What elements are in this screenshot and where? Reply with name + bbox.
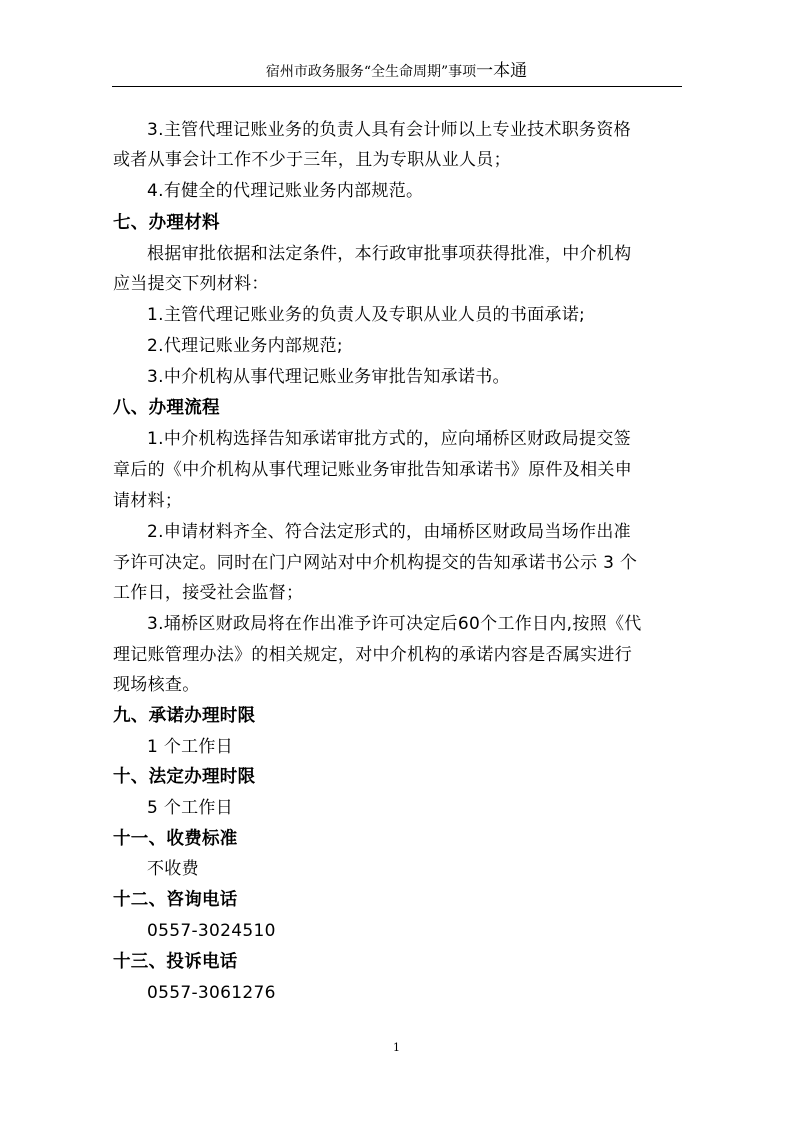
section-heading: 十、法定办理时限 [113, 767, 256, 787]
paragraph-line: 理记账管理办法》的相关规定，对中介机构的承诺内容是否属实进行 [113, 645, 632, 665]
paragraph-line: 4.有健全的代理记账业务内部规范。 [147, 181, 424, 201]
page-number: 1 [393, 1041, 400, 1054]
section-heading: 十三、投诉电话 [113, 952, 238, 972]
paragraph-line: 请材料； [113, 491, 183, 511]
paragraph-line: 不收费 [147, 859, 199, 879]
paragraph-line: 3.埇桥区财政局将在作出准予许可决定后60个工作日内,按照《代 [147, 614, 642, 634]
list-item: 1.主管代理记账业务的负责人及专职从业人员的书面承诺; [147, 305, 586, 325]
paragraph-line: 1.中介机构选择告知承诺审批方式的，应向埇桥区财政局提交签 [147, 429, 631, 449]
paragraph-line: 2.申请材料齐全、符合法定形式的，由埇桥区财政局当场作出准 [147, 522, 631, 542]
list-item: 2.代理记账业务内部规范; [147, 336, 343, 356]
section-heading: 七、办理材料 [113, 213, 220, 233]
paragraph-line: 应当提交下列材料： [113, 274, 269, 294]
section-heading: 八、办理流程 [113, 398, 220, 418]
paragraph-line: 工作日，接受社会监督； [113, 583, 304, 603]
paragraph-line: 3.主管代理记账业务的负责人具有会计师以上专业技术职务资格 [147, 120, 631, 140]
header-title: 宿州市政务服务“全生命周期”事项 [265, 64, 477, 80]
paragraph-line: 5 个工作日 [147, 798, 234, 818]
list-item: 3.中介机构从事代理记账业务审批告知承诺书。 [147, 367, 510, 387]
paragraph-line: 现场核查。 [113, 675, 200, 695]
paragraph-line: 1 个工作日 [147, 737, 234, 757]
phone-number: 0557-3061276 [147, 983, 276, 1003]
phone-number: 0557-3024510 [147, 921, 276, 941]
header-title-emphasis: 一本通 [476, 61, 528, 81]
section-heading: 十一、收费标准 [113, 829, 238, 849]
paragraph-line: 予许可决定。同时在门户网站对中介机构提交的告知承诺书公示 3 个 [113, 553, 638, 573]
paragraph-line: 章后的《中介机构从事代理记账业务审批告知承诺书》原件及相关申 [113, 460, 632, 480]
section-heading: 十二、咨询电话 [113, 890, 238, 910]
paragraph-line: 根据审批依据和法定条件，本行政审批事项获得批准，中介机构 [147, 244, 632, 264]
section-heading: 九、承诺办理时限 [113, 706, 256, 726]
paragraph-line: 或者从事会计工作不少于三年，且为专职从业人员； [113, 150, 511, 170]
